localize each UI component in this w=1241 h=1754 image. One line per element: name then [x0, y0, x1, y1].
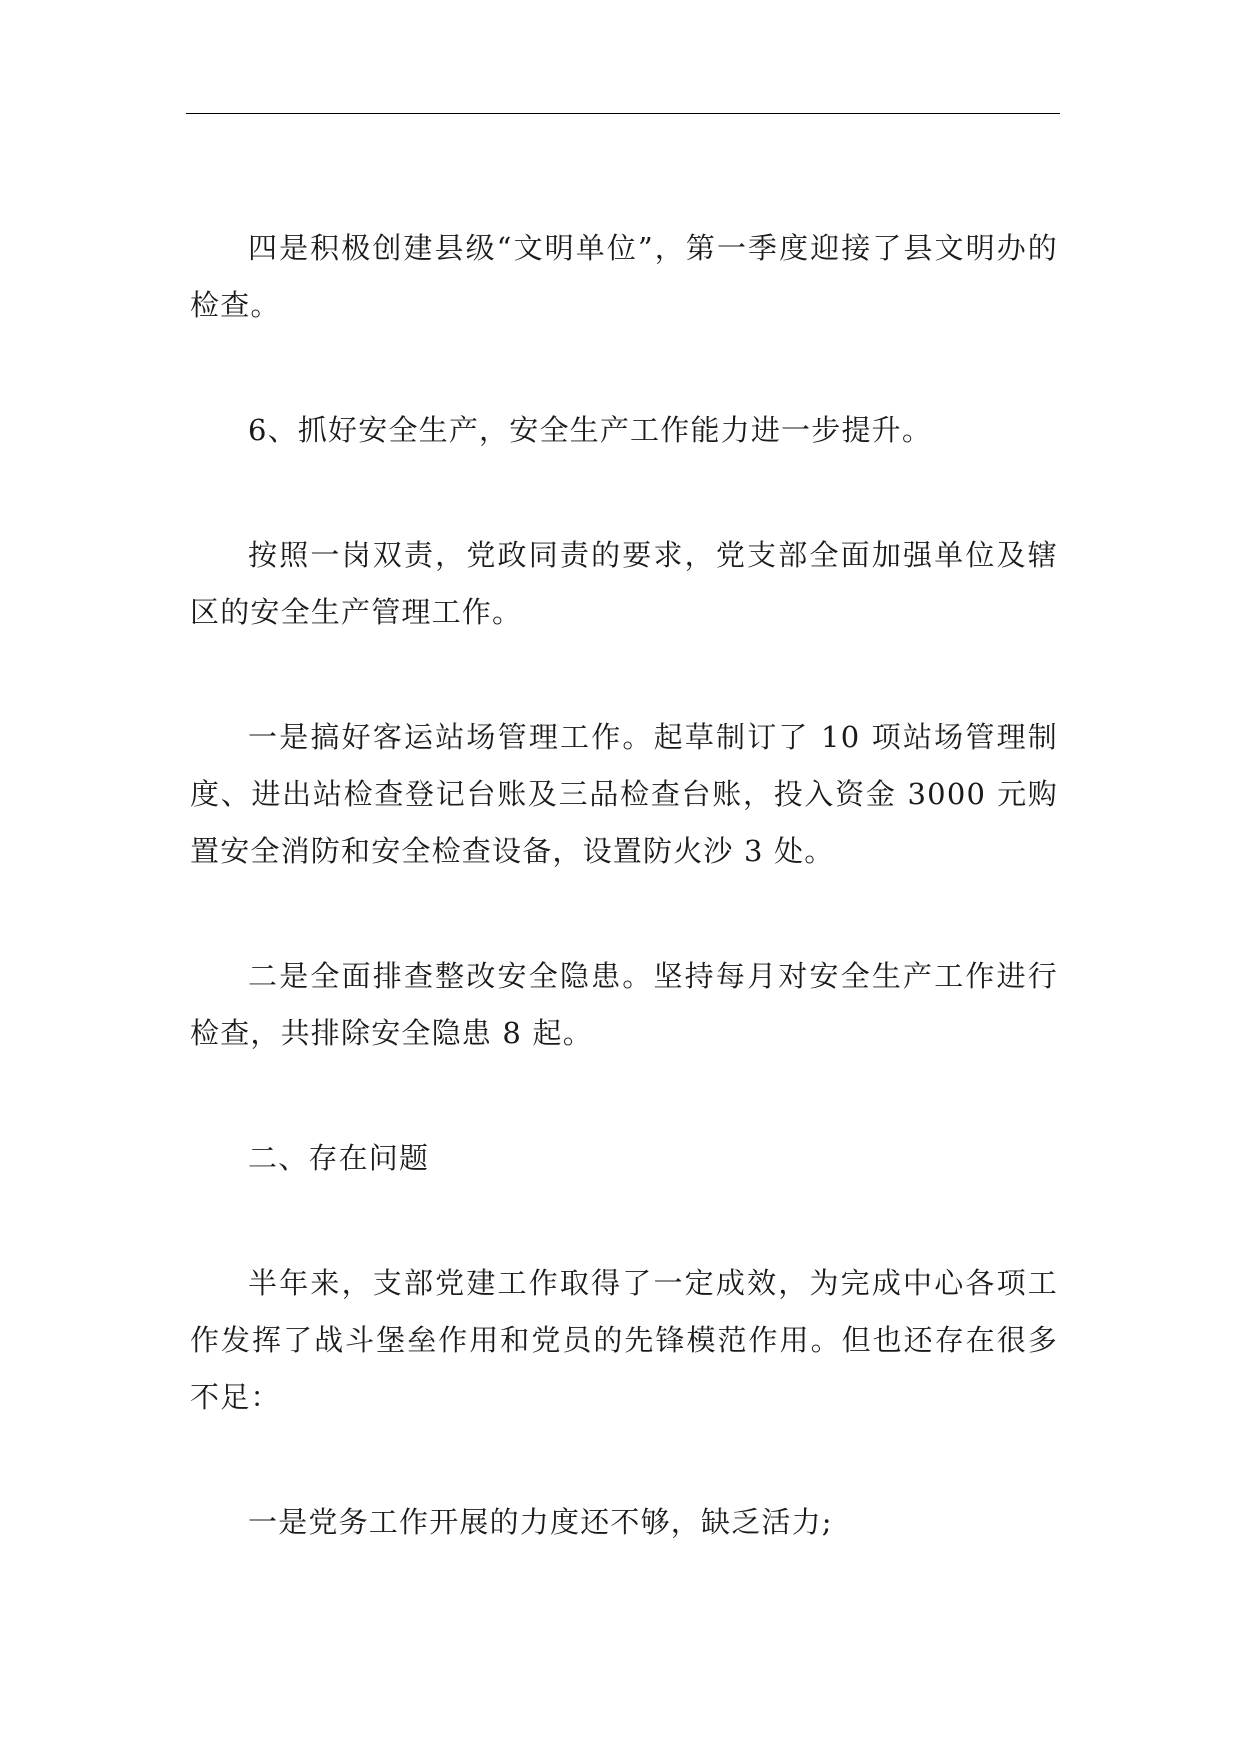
- section-heading-safety: 6、抓好安全生产，安全生产工作能力进一步提升。: [248, 413, 933, 447]
- paragraph-safety-responsibility: 按照一岗双责，党政同责的要求，党支部全面加强单位及辖区的安全生产管理工作。: [190, 538, 1058, 629]
- section-heading-problems: 二、存在问题: [248, 1141, 430, 1175]
- paragraph-station-management: 一是搞好客运站场管理工作。起草制订了 10 项站场管理制度、进出站检查登记台账及三品检查台账，投入资金 3000 元购置安全消防和安全检查设备，设置防火沙 3 处。: [190, 720, 1058, 868]
- paragraph-problem-one: 一是党务工作开展的力度还不够，缺乏活力;: [248, 1505, 833, 1539]
- header-rule: [186, 113, 1060, 114]
- paragraph-civilized-unit: 四是积极创建县级“文明单位”，第一季度迎接了县文明办的检查。: [190, 231, 1058, 322]
- paragraph-hazard-inspection: 二是全面排查整改安全隐患。坚持每月对安全生产工作进行检查，共排除安全隐患 8 起。: [190, 959, 1058, 1050]
- paragraph-half-year-summary: 半年来，支部党建工作取得了一定成效，为完成中心各项工作发挥了战斗堡垒作用和党员的先锋模范作用。但也还存在很多不足：: [190, 1266, 1058, 1414]
- document-body: [190, 220, 1058, 1619]
